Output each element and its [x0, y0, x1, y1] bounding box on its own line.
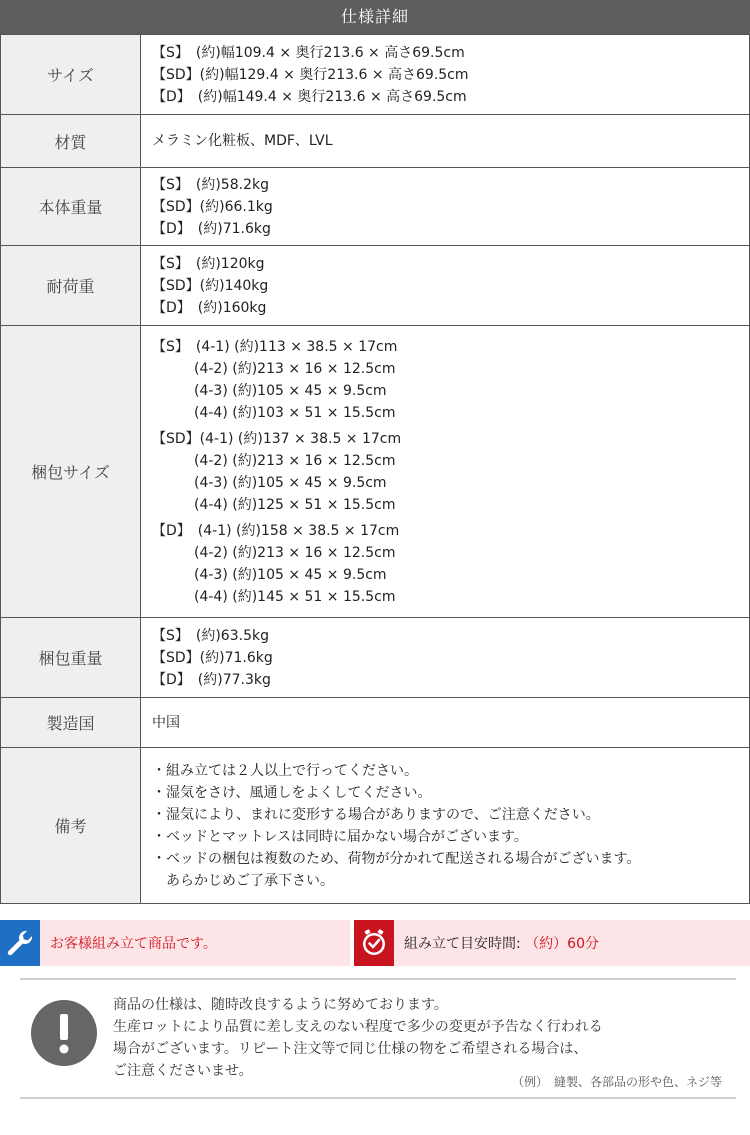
spec-value-line: ・ベッドとマットレスは同時に届かない場合がございます。	[152, 828, 528, 845]
notice-divider-top	[20, 978, 736, 980]
spec-value	[141, 698, 750, 748]
assembly-time-banner	[354, 920, 750, 966]
spec-value-group	[152, 712, 738, 734]
spec-value-line: 【S】 (約)63.5kg	[152, 627, 269, 644]
spec-value-line: 【SD】(約)幅129.4 × 奥行213.6 × 高さ69.5cm	[152, 66, 469, 83]
notice-icon-wrap	[31, 1000, 97, 1066]
spec-value-line: 【D】 (約)幅149.4 × 奥行213.6 × 高さ69.5cm	[152, 88, 467, 105]
spec-row	[1, 326, 750, 618]
spec-value-line: 【D】 (約)160kg	[152, 299, 267, 316]
spec-row	[1, 618, 750, 698]
spec-label: サイズ	[1, 35, 141, 115]
assembly-time-text	[404, 933, 599, 953]
notice-watermark: ATTENTION	[510, 1006, 718, 1052]
spec-value-group	[152, 42, 738, 64]
spec-value	[141, 168, 750, 246]
spec-value-line: 【SD】(4-1) (約)137 × 38.5 × 17cm	[152, 430, 402, 447]
spec-row	[1, 115, 750, 168]
spec-value	[141, 748, 750, 904]
spec-value-line: (4-3) (約)105 × 45 × 9.5cm	[152, 474, 387, 491]
spec-value-group	[152, 130, 738, 152]
spec-value-line: (4-4) (約)103 × 51 × 15.5cm	[152, 404, 396, 421]
notice-divider-bottom	[20, 1097, 736, 1099]
assembly-text: お客様組み立て商品です。	[50, 936, 217, 952]
spec-value-group	[152, 647, 738, 669]
spec-value-group	[152, 625, 738, 647]
spec-value-line: ・ベッドの梱包は複数のため、荷物が分かれて配送される場合がございます。	[152, 850, 641, 867]
spec-value-line: (4-2) (約)213 × 16 × 12.5cm	[152, 544, 396, 561]
spec-table	[0, 34, 750, 904]
spec-value-line: (4-4) (約)145 × 51 × 15.5cm	[152, 588, 396, 605]
spec-label: 梱包重量	[1, 618, 141, 698]
spec-value-group	[152, 64, 738, 86]
spec-value-line: (4-3) (約)105 × 45 × 9.5cm	[152, 566, 387, 583]
assembly-time-value: （約）60分	[525, 936, 599, 952]
spec-label: 製造国	[1, 698, 141, 748]
spec-value-group	[152, 669, 738, 691]
spec-value-line: 【S】 (約)120kg	[152, 255, 265, 272]
spec-value-line: メラミン化粧板、MDF、LVL	[152, 133, 333, 149]
spec-value	[141, 326, 750, 618]
spec-value-group	[152, 275, 738, 297]
spec-label: 備考	[1, 748, 141, 904]
spec-row	[1, 748, 750, 904]
spec-value	[141, 35, 750, 115]
spec-row	[1, 698, 750, 748]
spec-value-group	[152, 428, 738, 516]
spec-value-group	[152, 760, 738, 892]
spec-value-line: ・組み立ては２人以上で行ってください。	[152, 762, 418, 779]
spec-title: 仕様詳細	[340, 7, 409, 26]
spec-value-line: 【D】 (約)71.6kg	[152, 220, 271, 237]
spec-value-group	[152, 86, 738, 108]
spec-value-line: 【S】 (約)幅109.4 × 奥行213.6 × 高さ69.5cm	[152, 44, 465, 61]
spec-label: 梱包サイズ	[1, 326, 141, 618]
spec-value-group	[152, 218, 738, 240]
clock-icon	[358, 927, 390, 959]
spec-row	[1, 246, 750, 326]
spec-value	[141, 618, 750, 698]
spec-value-line: 【S】 (4-1) (約)113 × 38.5 × 17cm	[152, 338, 398, 355]
spec-value	[141, 115, 750, 168]
spec-header	[0, 0, 750, 34]
spec-value-group	[152, 253, 738, 275]
assembly-banner	[0, 920, 350, 966]
spec-value-line: 【SD】(約)140kg	[152, 277, 269, 294]
spec-value-line: (4-2) (約)213 × 16 × 12.5cm	[152, 452, 396, 469]
spec-row	[1, 35, 750, 115]
spec-value-line: ・湿気をさけ、風通しをよくしてください。	[152, 784, 432, 801]
spec-value-line: あらかじめご了承下さい。	[152, 872, 334, 889]
spec-label: 材質	[1, 115, 141, 168]
spec-value-line: 【S】 (約)58.2kg	[152, 176, 269, 193]
spec-value-group	[152, 174, 738, 196]
exclamation-icon	[31, 1000, 97, 1066]
spec-label: 耐荷重	[1, 246, 141, 326]
notice-line: 場合がございます。リピート注文等で同じ仕様の物をご希望される場合は、	[113, 1041, 588, 1057]
assembly-time-label: 組み立て目安時間:	[404, 936, 521, 952]
spec-value-line: (4-4) (約)125 × 51 × 15.5cm	[152, 496, 396, 513]
spec-value-line: 【SD】(約)66.1kg	[152, 198, 273, 215]
spec-value-line: 【D】 (約)77.3kg	[152, 671, 271, 688]
wrench-badge	[0, 920, 40, 966]
spec-label: 本体重量	[1, 168, 141, 246]
notice-example: （例） 縫製、各部品の形や色、ネジ等	[511, 1075, 722, 1089]
clock-badge	[354, 920, 394, 966]
spec-value-group	[152, 336, 738, 424]
spec-value-group	[152, 196, 738, 218]
notice-line: ご注意くださいませ。	[113, 1063, 253, 1079]
spec-value-line: 【D】 (4-1) (約)158 × 38.5 × 17cm	[152, 522, 400, 539]
notice-line: 生産ロットにより品質に差し支えのない程度で多少の変更が予告なく行われる	[113, 1019, 603, 1035]
spec-value-line: 中国	[152, 714, 180, 731]
spec-value-group	[152, 520, 738, 608]
spec-row	[1, 168, 750, 246]
notice-text	[113, 994, 673, 1082]
spec-value-line: 【SD】(約)71.6kg	[152, 649, 273, 666]
notice-line: 商品の仕様は、随時改良するように努めております。	[113, 997, 448, 1013]
spec-value-group	[152, 297, 738, 319]
spec-value-line: ・湿気により、まれに変形する場合がありますので、ご注意ください。	[152, 806, 600, 823]
wrench-icon	[5, 928, 35, 958]
spec-value-line: (4-2) (約)213 × 16 × 12.5cm	[152, 360, 396, 377]
spec-value-line: (4-3) (約)105 × 45 × 9.5cm	[152, 382, 387, 399]
spec-value	[141, 246, 750, 326]
